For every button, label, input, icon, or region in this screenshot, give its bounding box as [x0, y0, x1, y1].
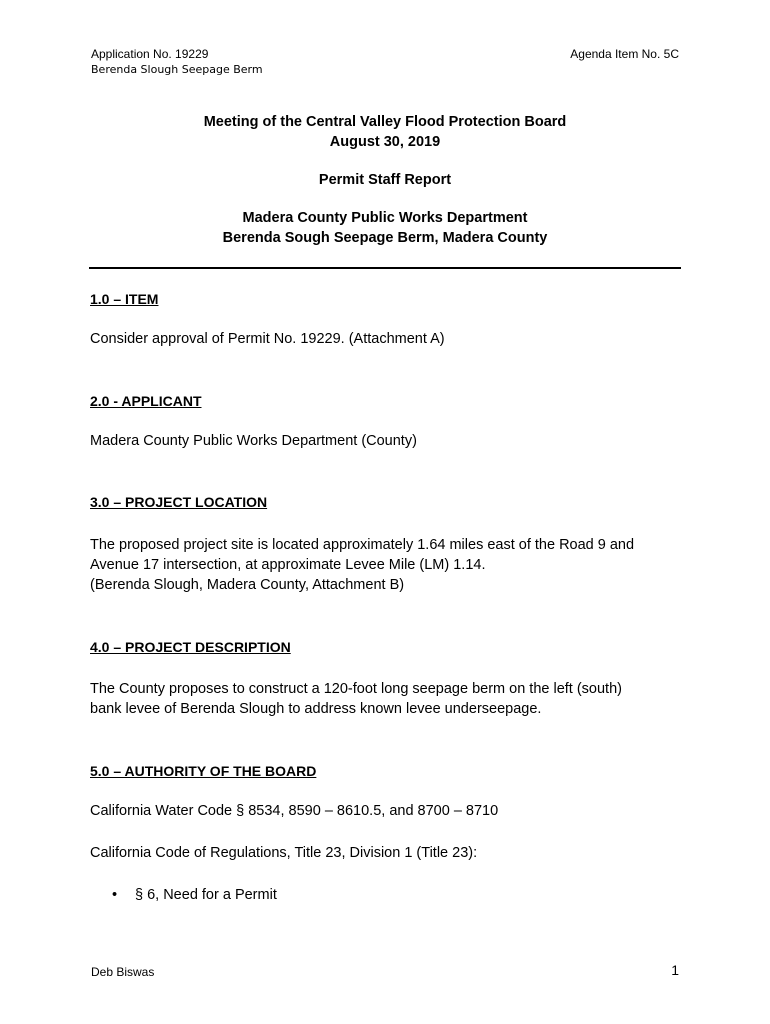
section-item-heading: 1.0 – ITEM	[90, 291, 159, 307]
meeting-title: Meeting of the Central Valley Flood Protection Board	[203, 114, 567, 130]
application-number: Application No. 19229	[91, 47, 209, 61]
section-description-line: The County proposes to construct a 120-foot long seepage berm on the left (south)	[90, 681, 622, 697]
section-location-line: Avenue 17 intersection, at approximate Levee Mile (LM) 1.14.	[90, 557, 486, 573]
bullet-icon: •	[112, 887, 118, 903]
section-location-heading: 3.0 – PROJECT LOCATION	[90, 494, 268, 510]
list-item	[112, 885, 277, 905]
agenda-item-number: Agenda Item No. 5C	[570, 47, 679, 61]
section-description-line: bank levee of Berenda Slough to address known levee underseepage.	[90, 701, 542, 717]
section-applicant-heading: 2.0 - APPLICANT	[90, 393, 202, 409]
section-location-line: The proposed project site is located approximately 1.64 miles east of the Road 9 and	[90, 537, 635, 553]
water-code-citation: California Water Code § 8534, 8590 – 8610.5, and 8700 – 8710	[90, 803, 499, 819]
footer-author: Deb Biswas	[91, 965, 155, 979]
section-description-heading: 4.0 – PROJECT DESCRIPTION	[90, 639, 291, 655]
section-item-text: Consider approval of Permit No. 19229. (Attachment A)	[90, 331, 445, 347]
list-item-text: § 6, Need for a Permit	[135, 887, 277, 903]
section-authority-heading: 5.0 – AUTHORITY OF THE BOARD	[90, 763, 317, 779]
title-divider	[89, 267, 681, 269]
report-type: Permit Staff Report	[318, 172, 452, 188]
header-left	[91, 46, 263, 78]
meeting-date: August 30, 2019	[329, 134, 441, 150]
section-applicant-text: Madera County Public Works Department (County)	[90, 433, 417, 449]
applicant-title: Madera County Public Works Department	[242, 210, 528, 226]
page-number: 1	[671, 962, 679, 978]
project-title: Berenda Sough Seepage Berm, Madera County	[222, 230, 548, 246]
project-short-name: Berenda Slough Seepage Berm	[91, 63, 263, 76]
section-location-line: (Berenda Slough, Madera County, Attachment B)	[90, 577, 405, 593]
regulations-citation: California Code of Regulations, Title 23, Division 1 (Title 23):	[90, 845, 478, 861]
